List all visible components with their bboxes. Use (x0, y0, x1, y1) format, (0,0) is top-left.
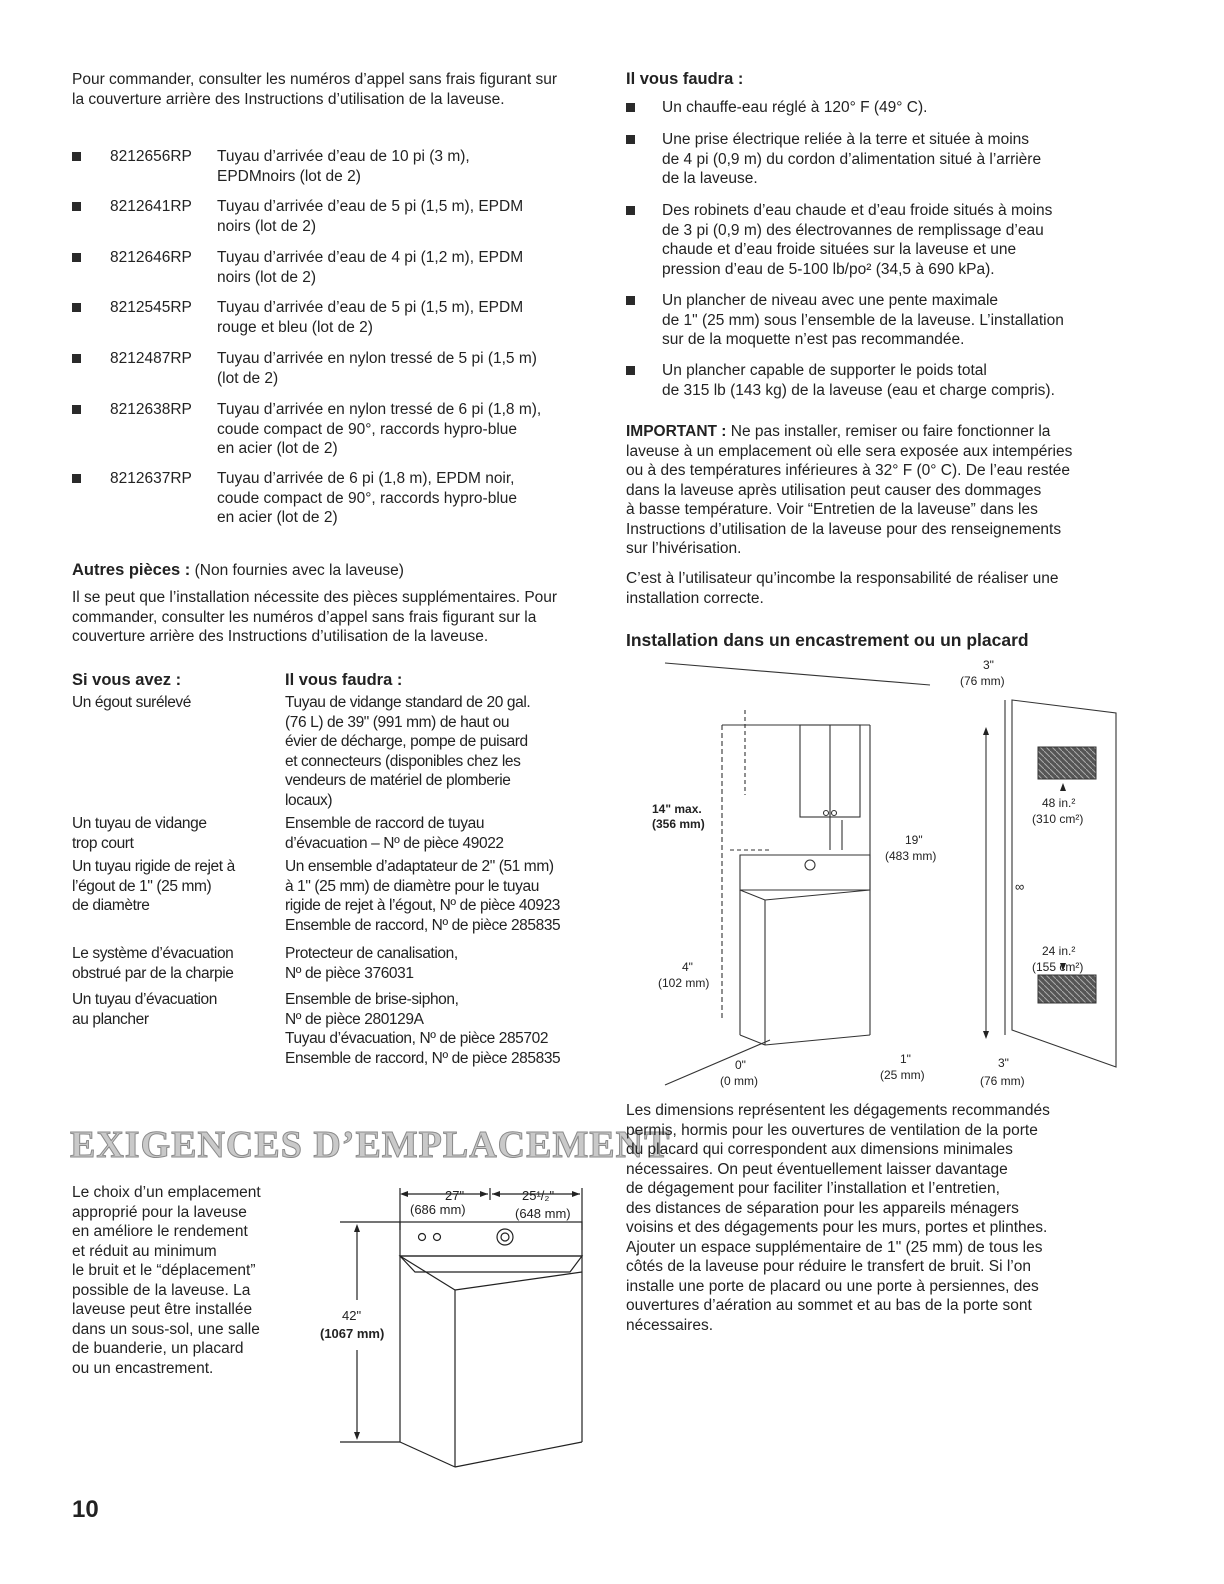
need-line: Un ensemble d’adaptateur de 2" (51 mm) (285, 858, 554, 875)
bullet-square (626, 135, 635, 144)
part-desc-line: rouge et bleu (lot de 2) (217, 318, 373, 336)
need-line: d’évacuation – Nº de pièce 49022 (285, 834, 504, 852)
bullet-square (72, 152, 81, 161)
autres-heading (72, 561, 404, 581)
closet-clearance-diagram (630, 655, 1130, 1095)
section-line: approprié pour la laveuse (72, 1203, 247, 1221)
col-si-heading: Si vous avez : (72, 671, 182, 689)
have-line: obstrué par de la charpie (72, 964, 234, 982)
part-desc-line: (lot de 2) (217, 369, 279, 387)
part-desc-line: Tuyau d’arrivée d’eau de 5 pi (1,5 m), EPDM (217, 198, 524, 215)
bullet-square (72, 405, 81, 414)
important-label: IMPORTANT : (626, 423, 727, 440)
have-line: Un tuyau rigide de rejet à (72, 858, 235, 875)
d19: 19" (905, 833, 923, 847)
section-line: ou un encastrement. (72, 1359, 214, 1377)
bullet-square (626, 206, 635, 215)
part-code: 8212487RP (110, 350, 192, 367)
autres-title: Autres pièces : (72, 561, 191, 579)
part-code: 8212638RP (110, 401, 192, 418)
need-line: (76 L) de 39" (991 mm) de haut ou (285, 713, 510, 731)
section-line: laveuse peut être installée (72, 1301, 253, 1318)
caption-line: nécessaires. (626, 1316, 714, 1334)
need-item-line: pression d’eau de 5-100 lb/po² (34,5 à 690 kPa). (662, 260, 995, 278)
d19mm: (483 mm) (885, 849, 937, 863)
washer-width-mm: (686 mm) (410, 1202, 466, 1217)
important-line (626, 422, 1050, 442)
need-line: à 1" (25 mm) de diamètre pour le tuyau (285, 877, 539, 895)
part-desc-line: Tuyau d’arrivée d’eau de 4 pi (1,2 m), EPDM (217, 249, 524, 266)
need-line: Protecteur de canalisation, (285, 945, 458, 962)
important-line: à basse température. Voir “Entretien de la laveuse” dans les (626, 501, 1038, 518)
section-line: de buanderie, un placard (72, 1340, 244, 1357)
section-line: le bruit et le “déplacement” (72, 1262, 256, 1279)
caption-line: côtés de la laveuse pour réduire le transfert de bruit. Si l’on (626, 1258, 1031, 1275)
have-line: Un égout surélevé (72, 694, 192, 711)
need-item-line: de la laveuse. (662, 170, 758, 187)
intro-line: Pour commander, consulter les numéros d’appel sans frais figurant sur la couverture arrière des Instructions d’utilisation de la laveuse. (72, 71, 558, 108)
needs-heading: Il vous faudra : (626, 70, 744, 88)
bullet-square (72, 474, 81, 483)
install-heading: Installation dans un encastrement ou un placard (626, 630, 1029, 650)
need-line: Tuyau de vidange standard de 20 gal. (285, 694, 531, 711)
have-line: l’égout de 1" (25 mm) (72, 877, 212, 895)
have-line: Un tuyau d’évacuation (72, 991, 217, 1008)
bullet-square (626, 366, 635, 375)
need-line: locaux) (285, 791, 333, 809)
caption-line: voisins et des dégagements pour les murs, portes et plinthes. (626, 1219, 1048, 1236)
caption-line: ouvertures d’aération au sommet et au bas de la porte sont (626, 1297, 1032, 1314)
part-code: 8212646RP (110, 249, 192, 266)
need-line: Tuyau d’évacuation, Nº de pièce 285702 (285, 1030, 549, 1047)
caption-line: Les dimensions représentent les dégagements recommandés (626, 1102, 1050, 1119)
need-item-line: Des robinets d’eau chaude et d’eau froide situés à moins (662, 202, 1053, 219)
part-desc-line: Tuyau d’arrivée d’eau de 5 pi (1,5 m), EPDM (217, 299, 524, 316)
section-line: et réduit au minimum (72, 1242, 217, 1260)
have-line: au plancher (72, 1010, 149, 1028)
responsibility-line: C’est à l’utilisateur qu’incombe la responsabilité de réaliser une (626, 570, 1059, 587)
part-desc-line: Tuyau d’arrivée en nylon tressé de 6 pi (1,8 m), (217, 401, 542, 418)
need-item-line: de 1" (25 mm) sous l’ensemble de la laveuse. L’installation (662, 311, 1064, 329)
autres-note: (Non fournies avec la laveuse) (194, 562, 404, 579)
part-desc-line: coude compact de 90°, raccords hypro-blue (217, 489, 518, 507)
d14mm: (356 mm) (652, 817, 705, 831)
d0mm: (0 mm) (720, 1074, 758, 1088)
washer-depth-mm: (648 mm) (515, 1206, 571, 1221)
important-line: ou à des températures inférieures à 32° F (0° C). De l’eau restée (626, 462, 1071, 479)
bot3mm: (76 mm) (980, 1074, 1025, 1088)
top-3in-mm: (76 mm) (960, 674, 1005, 688)
caption-line: installe une porte de placard ou une porte à persiennes, des (626, 1277, 1039, 1295)
part-desc-line: Tuyau d’arrivée d’eau de 10 pi (3 m), (217, 148, 470, 165)
need-item-line: de 315 lb (143 kg) de la laveuse (eau et charge compris). (662, 381, 1055, 399)
need-item-line: sur de la moquette n’est pas recommandée. (662, 331, 965, 348)
need-line: Ensemble de brise-siphon, (285, 991, 459, 1008)
bullet-square (72, 354, 81, 363)
washer-width-in: 27" (445, 1188, 465, 1203)
need-item-line: de 4 pi (0,9 m) du cordon d’alimentation situé à l’arrière (662, 150, 1042, 168)
d1: 1" (900, 1052, 911, 1066)
section-line: en améliore le rendement (72, 1223, 248, 1240)
washer-height-mm: (1067 mm) (320, 1326, 385, 1341)
need-line: Ensemble de raccord, Nº de pièce 285835 (285, 916, 561, 934)
part-desc-line: en acier (lot de 2) (217, 509, 338, 526)
important-line: Instructions d’utilisation de la laveuse pour des renseignements (626, 520, 1062, 538)
d1mm: (25 mm) (880, 1068, 925, 1082)
intro-paragraph (72, 70, 572, 109)
need-line: et connecteurs (disponibles chez les (285, 752, 521, 770)
important-text: Ne pas installer, remiser ou faire fonctionner la (726, 423, 1051, 440)
washer-dimensions-diagram (300, 1180, 600, 1475)
need-item-line: de 3 pi (0,9 m) des électrovannes de remplissage d’eau (662, 221, 1044, 239)
top-3in: 3" (983, 658, 994, 672)
d14: 14" max. (652, 802, 702, 816)
important-line: sur l’hivérisation. (626, 540, 742, 557)
caption-line: de dégagement pour faciliter l’installation et l’entretien, (626, 1180, 1000, 1197)
bot3: 3" (998, 1056, 1009, 1070)
d48: 48 in.² (1042, 796, 1076, 810)
part-desc-line: noirs (lot de 2) (217, 217, 317, 235)
caption-line: permis, hormis pour les ouvertures de ventilation de la porte (626, 1121, 1038, 1139)
part-code: 8212545RP (110, 299, 192, 316)
section-title: EXIGENCES D’EMPLACEMENT (70, 1124, 671, 1166)
section-line: Le choix d’un emplacement (72, 1184, 261, 1201)
need-line: Nº de pièce 376031 (285, 964, 414, 982)
have-line: Un tuyau de vidange (72, 815, 207, 832)
need-item-line: Une prise électrique reliée à la terre et située à moins (662, 131, 1030, 148)
need-line: Ensemble de raccord de tuyau (285, 815, 485, 832)
important-line: laveuse à un emplacement où elle sera exposée aux intempéries (626, 442, 1073, 460)
caption-line: des distances de séparation pour les appareils ménagers (626, 1199, 1019, 1217)
need-item-line: Un plancher capable de supporter le poids total (662, 362, 987, 379)
washer-height-in: 42" (342, 1308, 362, 1323)
bullet-square (626, 296, 635, 305)
bullet-square (72, 202, 81, 211)
autres-text: Il se peut que l’installation nécessite des pièces supplémentaires. Pour commander, consulter les numéros d’appel sans frais figurant sur la couverture arrière des Instructions d’utilisation de la laveuse. (72, 589, 558, 645)
need-line: Ensemble de raccord, Nº de pièce 285835 (285, 1049, 561, 1067)
section-line: possible de la laveuse. La (72, 1281, 251, 1299)
part-code: 8212637RP (110, 470, 192, 487)
need-item-line: Un chauffe-eau réglé à 120° F (49° C). (662, 99, 928, 116)
responsibility-line: installation correcte. (626, 589, 764, 607)
need-line: rigide de rejet à l’égout, Nº de pièce 40923 (285, 897, 561, 914)
caption-line: du placard qui correspondent aux dimensions minimales (626, 1141, 1013, 1158)
page-number: 10 (72, 1496, 99, 1523)
need-line: évier de décharge, pompe de puisard (285, 733, 528, 750)
need-line: Nº de pièce 280129A (285, 1010, 424, 1028)
have-line: trop court (72, 834, 134, 852)
part-code: 8212656RP (110, 148, 192, 165)
have-line: de diamètre (72, 897, 150, 914)
need-item-line: chaude et d’eau froide situées sur la laveuse et une (662, 241, 1017, 258)
part-desc-line: Tuyau d’arrivée en nylon tressé de 5 pi (1,5 m) (217, 350, 537, 367)
part-desc-line: Tuyau d’arrivée de 6 pi (1,8 m), EPDM noir, (217, 470, 515, 487)
part-desc-line: noirs (lot de 2) (217, 268, 317, 286)
part-code: 8212641RP (110, 198, 192, 215)
washer-depth-in: 25¹/₂" (522, 1188, 555, 1203)
important-line: dans la laveuse après utilisation peut causer des dommages (626, 481, 1042, 499)
caption-line: Ajouter un espace supplémentaire de 1" (25 mm) de tous les (626, 1238, 1043, 1256)
part-desc-line: EPDMnoirs (lot de 2) (217, 167, 361, 185)
section-line: dans un sous-sol, une salle (72, 1320, 260, 1338)
part-desc-line: en acier (lot de 2) (217, 440, 338, 457)
part-desc-line: coude compact de 90°, raccords hypro-blue (217, 420, 518, 438)
bullet-square (72, 253, 81, 262)
have-line: Le système d’évacuation (72, 945, 234, 962)
bullet-square (72, 303, 81, 312)
d24: 24 in.² (1042, 944, 1076, 958)
knob-symbol: ∞ (1015, 879, 1025, 894)
d24mm: (155 cm²) (1032, 960, 1084, 974)
caption-line: nécessaires. On peut éventuellement laisser davantage (626, 1160, 1008, 1178)
d0: 0" (735, 1058, 746, 1072)
need-item-line: Un plancher de niveau avec une pente maximale (662, 292, 999, 309)
col-il-heading: Il vous faudra : (285, 671, 403, 689)
d48mm: (310 cm²) (1032, 812, 1084, 826)
d4mm: (102 mm) (658, 976, 710, 990)
bullet-square (626, 103, 635, 112)
need-line: vendeurs de matériel de plomberie (285, 772, 511, 789)
d4: 4" (682, 960, 693, 974)
